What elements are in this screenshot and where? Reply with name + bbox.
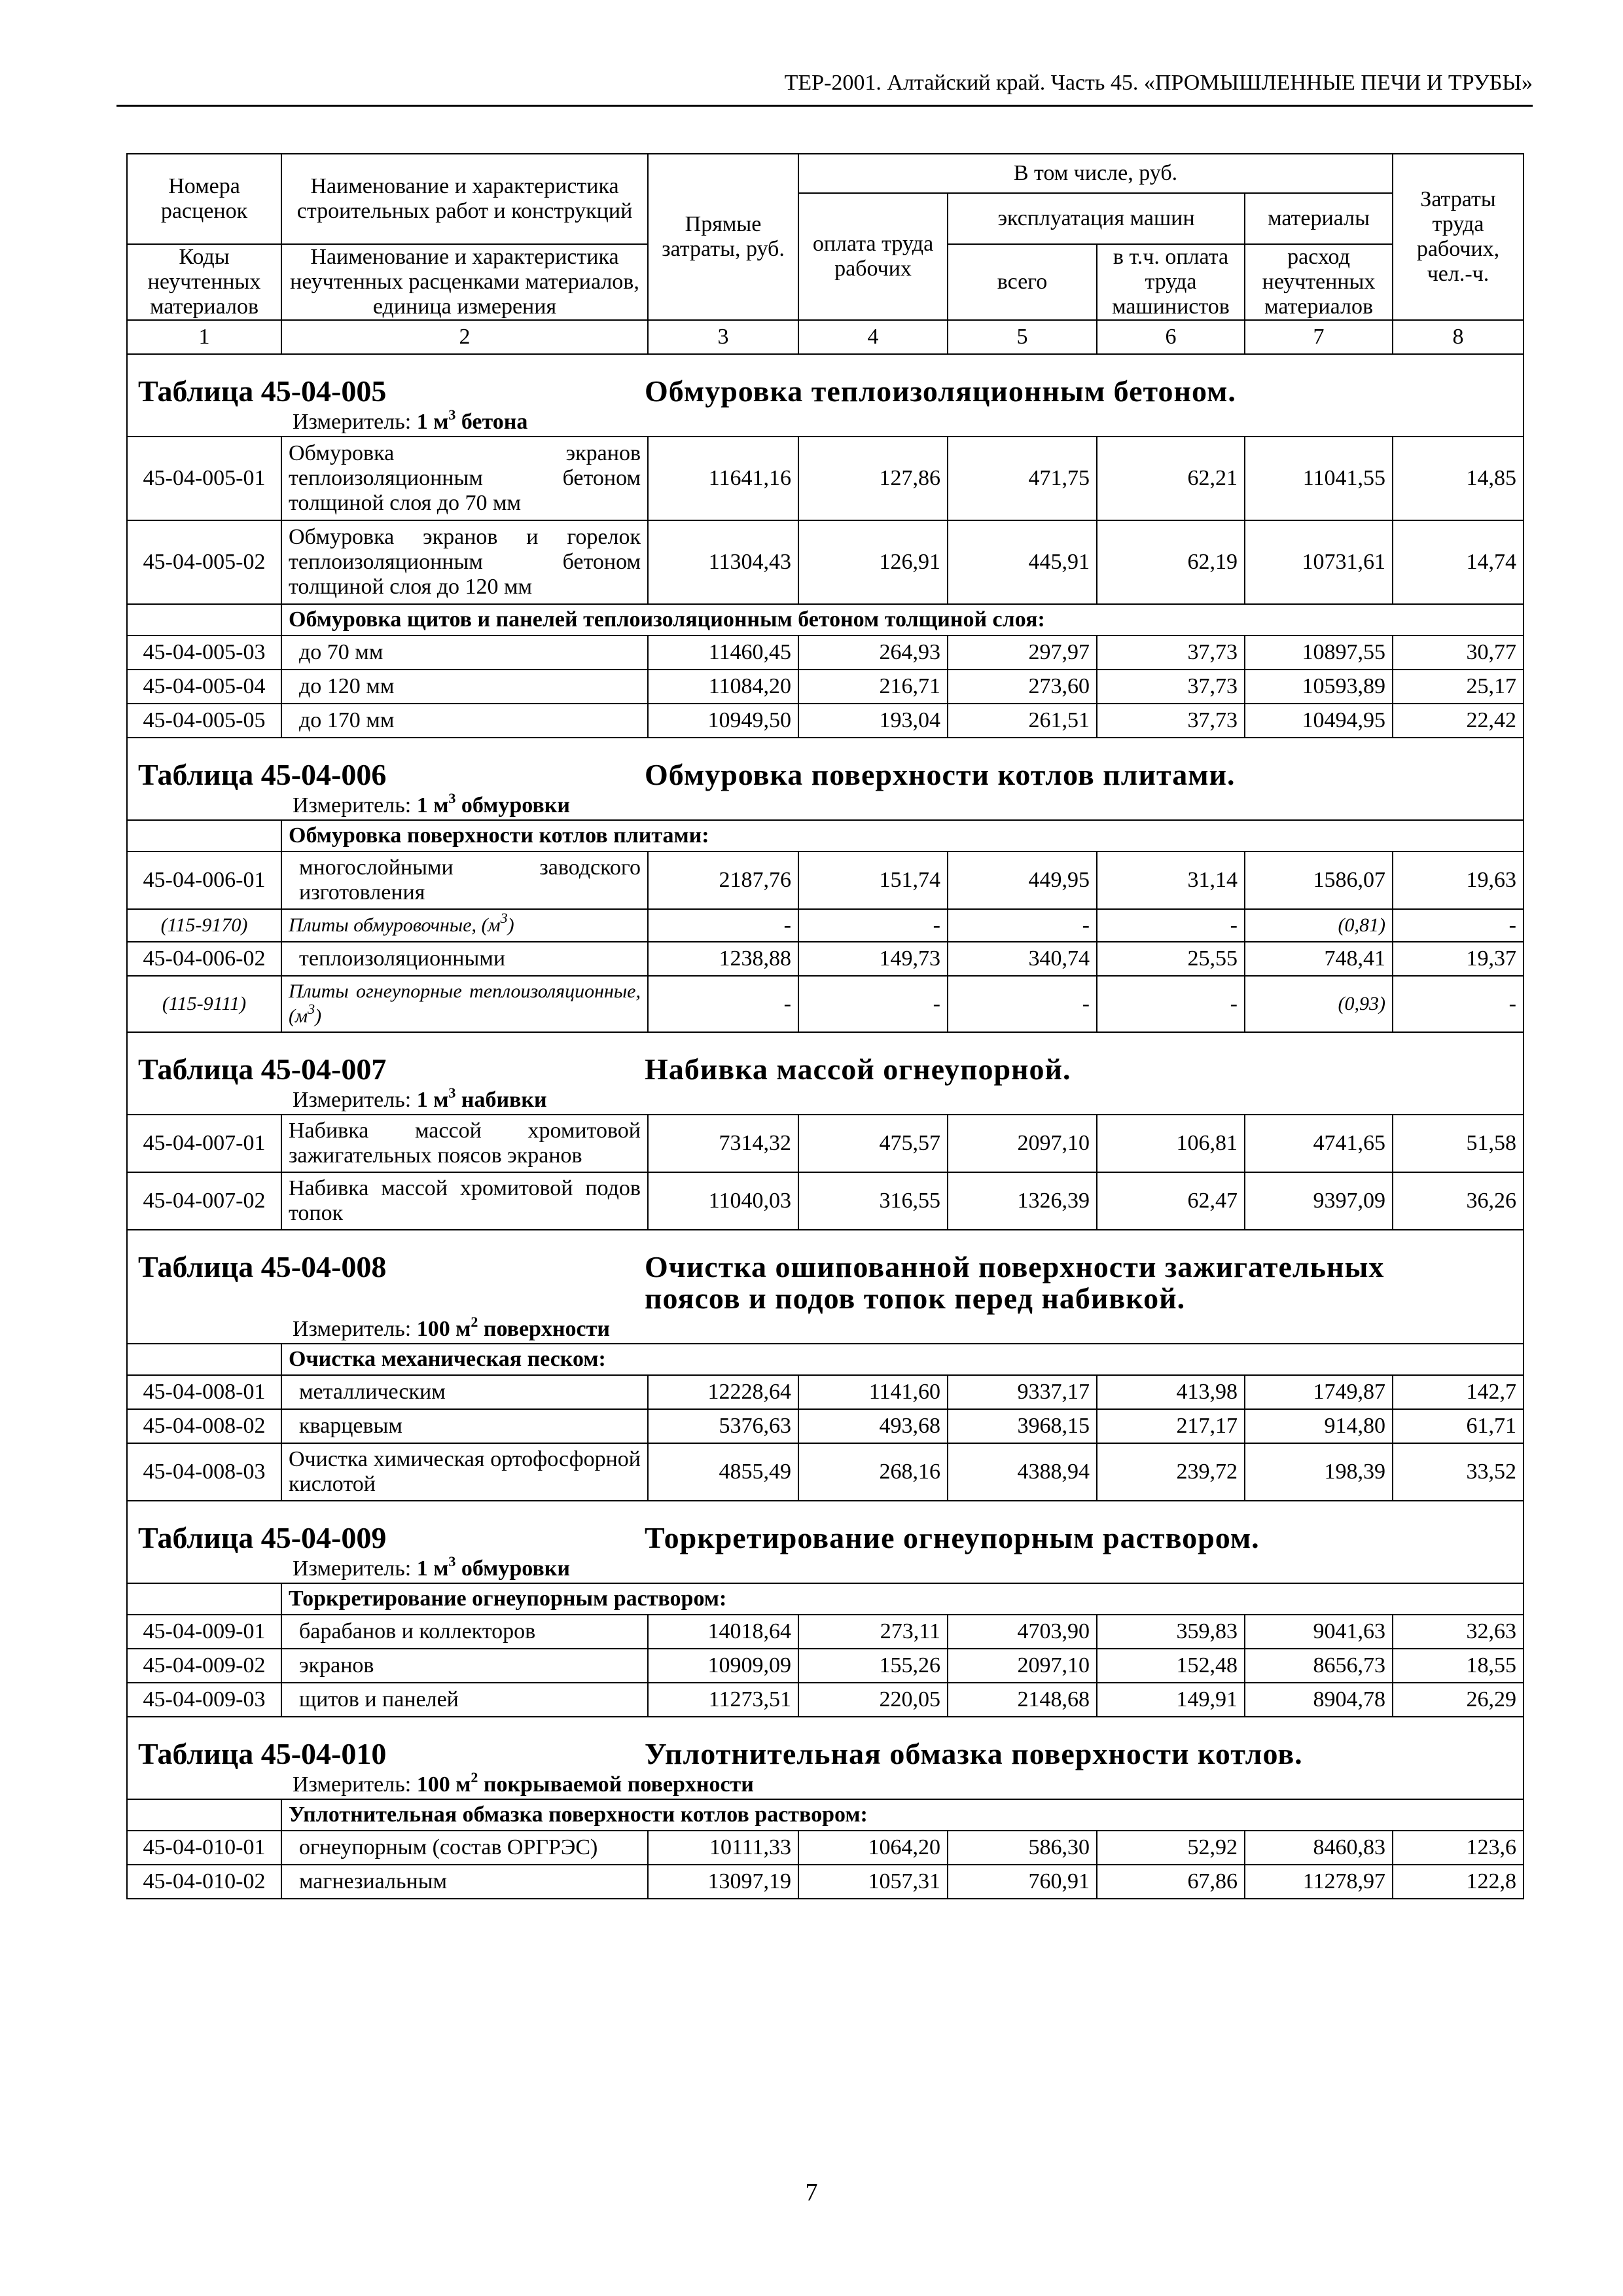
work-name: кварцевым <box>281 1409 648 1443</box>
machinist-pay: 31,14 <box>1097 852 1245 909</box>
column-index: 2 <box>281 320 648 354</box>
machines-total: - <box>948 909 1097 942</box>
machinist-pay: 37,73 <box>1097 704 1245 738</box>
material-code: (115-9111) <box>127 976 281 1032</box>
labor-pay: 127,86 <box>798 437 948 520</box>
table-row <box>127 670 1524 704</box>
direct-costs: 5376,63 <box>648 1409 798 1443</box>
direct-costs: 13097,19 <box>648 1865 798 1899</box>
machinist-pay: - <box>1097 909 1245 942</box>
table-name: Таблица 45-04-009 <box>138 1521 387 1554</box>
direct-costs: 11641,16 <box>648 437 798 520</box>
table-row <box>127 1375 1524 1409</box>
work-name: многослойными заводского изготовления <box>281 852 648 909</box>
section-title-row <box>127 354 1524 408</box>
table-row <box>127 1615 1524 1649</box>
materials-cost: 9397,09 <box>1245 1172 1393 1230</box>
column-index: 4 <box>798 320 948 354</box>
subheading-row <box>127 820 1524 852</box>
machines-total: 2148,68 <box>948 1683 1097 1717</box>
table-row <box>127 1443 1524 1501</box>
section-title-row <box>127 738 1524 792</box>
work-name: до 170 мм <box>281 704 648 738</box>
header-machinist-pay: в т.ч. оплата труда машинистов <box>1097 244 1245 320</box>
labor-pay: 126,91 <box>798 520 948 604</box>
table-row <box>127 1649 1524 1683</box>
machinist-pay: 106,81 <box>1097 1115 1245 1172</box>
column-index: 5 <box>948 320 1097 354</box>
header-machines: эксплуатация машин <box>948 193 1245 244</box>
table-description: Обмуровка теплоизоляционным бетоном. <box>645 374 1236 408</box>
material-code: (115-9170) <box>127 909 281 942</box>
materials-cost: 10593,89 <box>1245 670 1393 704</box>
table-row <box>127 520 1524 604</box>
work-name: щитов и панелей <box>281 1683 648 1717</box>
table-row <box>127 1831 1524 1865</box>
rate-code: 45-04-007-02 <box>127 1172 281 1230</box>
measure-unit: Измеритель: 1 $м^3$ обмуровки <box>293 1555 570 1581</box>
machines-total: 9337,17 <box>948 1375 1097 1409</box>
direct-costs: 11084,20 <box>648 670 798 704</box>
work-name: Набивка массой хромитовой подов топок <box>281 1172 648 1230</box>
work-name: Обмуровка экранов и горелок теплоизоляционным бетоном толщиной слоя до 120 мм <box>281 520 648 604</box>
direct-costs: 10909,09 <box>648 1649 798 1683</box>
materials-cost: 10897,55 <box>1245 636 1393 670</box>
machines-total: 4388,94 <box>948 1443 1097 1501</box>
machinist-pay: 62,47 <box>1097 1172 1245 1230</box>
machines-total: 4703,90 <box>948 1615 1097 1649</box>
work-name: барабанов и коллекторов <box>281 1615 648 1649</box>
labor-pay: - <box>798 976 948 1032</box>
labor-pay: 273,11 <box>798 1615 948 1649</box>
subheading: Уплотнительная обмазка поверхности котлов раствором: <box>281 1799 1524 1831</box>
column-index: 7 <box>1245 320 1393 354</box>
rate-code: 45-04-005-03 <box>127 636 281 670</box>
table-description: Очистка ошипованной поверхности зажигательных поясов и подов топок перед набивкой. <box>645 1250 1385 1315</box>
column-index: 1 <box>127 320 281 354</box>
rate-code: 45-04-006-01 <box>127 852 281 909</box>
direct-costs: 11273,51 <box>648 1683 798 1717</box>
work-name: магнезиальным <box>281 1865 648 1899</box>
labor-hours: 123,6 <box>1393 1831 1524 1865</box>
table-name: Таблица 45-04-005 <box>138 374 387 408</box>
machinist-pay: 152,48 <box>1097 1649 1245 1683</box>
rate-code: 45-04-005-02 <box>127 520 281 604</box>
table-row <box>127 852 1524 909</box>
column-index-row <box>127 320 1524 354</box>
direct-costs: 4855,49 <box>648 1443 798 1501</box>
labor-hours: 32,63 <box>1393 1615 1524 1649</box>
material-name: Плиты обмуровочные, $(м^3)$ <box>281 909 648 942</box>
machines-total: 273,60 <box>948 670 1097 704</box>
section-title-row <box>127 1501 1524 1555</box>
labor-pay: 155,26 <box>798 1649 948 1683</box>
rate-code: 45-04-010-02 <box>127 1865 281 1899</box>
section-title-row <box>127 1230 1524 1316</box>
header-unaccounted-materials: расход неучтенных материалов <box>1245 244 1393 320</box>
labor-pay: 475,57 <box>798 1115 948 1172</box>
table-row <box>127 1172 1524 1230</box>
machines-total: 261,51 <box>948 704 1097 738</box>
labor-hours: 142,7 <box>1393 1375 1524 1409</box>
direct-costs: 10111,33 <box>648 1831 798 1865</box>
measure-row <box>127 1086 1524 1115</box>
labor-pay: 220,05 <box>798 1683 948 1717</box>
subheading-row <box>127 1799 1524 1831</box>
header-direct-costs: Прямые затраты, руб. <box>648 154 798 320</box>
table-name: Таблица 45-04-006 <box>138 758 387 791</box>
direct-costs: 14018,64 <box>648 1615 798 1649</box>
labor-hours: 122,8 <box>1393 1865 1524 1899</box>
labor-hours: 19,37 <box>1393 942 1524 976</box>
material-quantity: (0,93) <box>1245 976 1393 1032</box>
machines-total: 445,91 <box>948 520 1097 604</box>
header-including: В том числе, руб. <box>798 154 1393 193</box>
machinist-pay: 67,86 <box>1097 1865 1245 1899</box>
materials-cost: 8904,78 <box>1245 1683 1393 1717</box>
materials-cost: 10731,61 <box>1245 520 1393 604</box>
subheading: Обмуровка щитов и панелей теплоизоляционным бетоном толщиной слоя: <box>281 604 1524 636</box>
table-row <box>127 1865 1524 1899</box>
header-rule <box>116 105 1533 107</box>
subheading: Обмуровка поверхности котлов плитами: <box>281 820 1524 852</box>
machines-total: 2097,10 <box>948 1115 1097 1172</box>
direct-costs: 10949,50 <box>648 704 798 738</box>
material-row <box>127 909 1524 942</box>
materials-cost: 11041,55 <box>1245 437 1393 520</box>
materials-cost: 914,80 <box>1245 1409 1393 1443</box>
labor-pay: 151,74 <box>798 852 948 909</box>
rate-code: 45-04-005-01 <box>127 437 281 520</box>
labor-hours: 30,77 <box>1393 636 1524 670</box>
table-name: Таблица 45-04-008 <box>138 1250 387 1283</box>
subheading: Очистка механическая песком: <box>281 1344 1524 1375</box>
table-row <box>127 437 1524 520</box>
materials-cost: 4741,65 <box>1245 1115 1393 1172</box>
table-description: Торкретирование огнеупорным раствором. <box>645 1521 1260 1554</box>
labor-hours: 19,63 <box>1393 852 1524 909</box>
materials-cost: 748,41 <box>1245 942 1393 976</box>
direct-costs: 1238,88 <box>648 942 798 976</box>
work-name: до 120 мм <box>281 670 648 704</box>
measure-unit: Измеритель: 100 $м^2$ покрываемой поверхности <box>293 1771 754 1797</box>
machinist-pay: 217,17 <box>1097 1409 1245 1443</box>
work-name: металлическим <box>281 1375 648 1409</box>
machines-total: 2097,10 <box>948 1649 1097 1683</box>
work-name: теплоизоляционными <box>281 942 648 976</box>
work-name: до 70 мм <box>281 636 648 670</box>
rate-code: 45-04-008-02 <box>127 1409 281 1443</box>
machines-total: 3968,15 <box>948 1409 1097 1443</box>
machines-total: - <box>948 976 1097 1032</box>
measure-unit: Измеритель: 1 $м^3$ обмуровки <box>293 792 570 817</box>
subheading-row <box>127 1344 1524 1375</box>
material-name: Плиты огнеупорные теплоизоляционные, $(м^3)$ <box>281 976 648 1032</box>
materials-cost: 10494,95 <box>1245 704 1393 738</box>
machinist-pay: 37,73 <box>1097 670 1245 704</box>
measure-row <box>127 792 1524 820</box>
labor-hours: 26,29 <box>1393 1683 1524 1717</box>
table-row <box>127 1115 1524 1172</box>
labor-hours: 51,58 <box>1393 1115 1524 1172</box>
column-index: 8 <box>1393 320 1524 354</box>
rates-grid <box>126 153 1524 1899</box>
machinist-pay: 52,92 <box>1097 1831 1245 1865</box>
materials-cost: 8656,73 <box>1245 1649 1393 1683</box>
direct-costs: 7314,32 <box>648 1115 798 1172</box>
measure-row <box>127 408 1524 437</box>
labor-hours: 61,71 <box>1393 1409 1524 1443</box>
machinist-pay: 37,73 <box>1097 636 1245 670</box>
materials-cost: 198,39 <box>1245 1443 1393 1501</box>
machines-total: 297,97 <box>948 636 1097 670</box>
labor-hours: 25,17 <box>1393 670 1524 704</box>
rate-code: 45-04-010-01 <box>127 1831 281 1865</box>
header-row-1 <box>127 154 1524 193</box>
table-name: Таблица 45-04-010 <box>138 1737 387 1770</box>
rate-code: 45-04-006-02 <box>127 942 281 976</box>
measure-row <box>127 1555 1524 1583</box>
header-work-name: Наименование и характеристика строительных работ и конструкций <box>281 154 648 244</box>
header-material-codes: Коды неучтенных материалов <box>127 244 281 320</box>
rate-code: 45-04-007-01 <box>127 1115 281 1172</box>
machinist-pay: 62,19 <box>1097 520 1245 604</box>
column-index: 3 <box>648 320 798 354</box>
materials-cost: 11278,97 <box>1245 1865 1393 1899</box>
machinist-pay: 413,98 <box>1097 1375 1245 1409</box>
labor-pay: 268,16 <box>798 1443 948 1501</box>
table-row <box>127 704 1524 738</box>
work-name: Обмуровка экранов теплоизоляционным бетоном толщиной слоя до 70 мм <box>281 437 648 520</box>
materials-cost: 9041,63 <box>1245 1615 1393 1649</box>
direct-costs: - <box>648 976 798 1032</box>
rate-code: 45-04-009-02 <box>127 1649 281 1683</box>
labor-hours: 14,74 <box>1393 520 1524 604</box>
subheading-row <box>127 604 1524 636</box>
rate-code: 45-04-008-01 <box>127 1375 281 1409</box>
column-index: 6 <box>1097 320 1245 354</box>
machinist-pay: - <box>1097 976 1245 1032</box>
rate-code: 45-04-009-01 <box>127 1615 281 1649</box>
measure-unit: Измеритель: 1 $м^3$ бетона <box>293 408 528 434</box>
labor-pay: 216,71 <box>798 670 948 704</box>
header-labor-cost: Затраты труда рабочих, чел.-ч. <box>1393 154 1524 320</box>
work-name: Очистка химическая ортофосфорной кислотой <box>281 1443 648 1501</box>
rate-code: 45-04-008-03 <box>127 1443 281 1501</box>
section-title-row <box>127 1032 1524 1086</box>
labor-hours: - <box>1393 976 1524 1032</box>
labor-hours: 36,26 <box>1393 1172 1524 1230</box>
machines-total: 586,30 <box>948 1831 1097 1865</box>
table-row <box>127 636 1524 670</box>
labor-pay: 149,73 <box>798 942 948 976</box>
direct-costs: - <box>648 909 798 942</box>
work-name: экранов <box>281 1649 648 1683</box>
header-machines-total: всего <box>948 244 1097 320</box>
labor-hours: 18,55 <box>1393 1649 1524 1683</box>
labor-pay: 193,04 <box>798 704 948 738</box>
labor-pay: - <box>798 909 948 942</box>
table-description: Набивка массой огнеупорной. <box>645 1052 1071 1086</box>
direct-costs: 11460,45 <box>648 636 798 670</box>
labor-pay: 1064,20 <box>798 1831 948 1865</box>
subheading-row <box>127 1583 1524 1615</box>
header-materials: материалы <box>1245 193 1393 244</box>
labor-hours: 14,85 <box>1393 437 1524 520</box>
machines-total: 471,75 <box>948 437 1097 520</box>
machines-total: 1326,39 <box>948 1172 1097 1230</box>
machines-total: 760,91 <box>948 1865 1097 1899</box>
header-material-names: Наименование и характеристика неучтенных расценками материалов, единица измерения <box>281 244 648 320</box>
work-name: Набивка массой хромитовой зажигательных поясов экранов <box>281 1115 648 1172</box>
labor-hours: 22,42 <box>1393 704 1524 738</box>
price-table <box>126 153 1523 1899</box>
machinist-pay: 62,21 <box>1097 437 1245 520</box>
header-rate-number: Номера расценок <box>127 154 281 244</box>
labor-pay: 264,93 <box>798 636 948 670</box>
machinist-pay: 239,72 <box>1097 1443 1245 1501</box>
measure-unit: Измеритель: 100 $м^2$ поверхности <box>293 1316 610 1341</box>
direct-costs: 11040,03 <box>648 1172 798 1230</box>
table-row <box>127 1409 1524 1443</box>
machinist-pay: 359,83 <box>1097 1615 1245 1649</box>
labor-pay: 493,68 <box>798 1409 948 1443</box>
direct-costs: 12228,64 <box>648 1375 798 1409</box>
rate-code: 45-04-005-04 <box>127 670 281 704</box>
measure-unit: Измеритель: 1 $м^3$ набивки <box>293 1086 547 1112</box>
header-labor-pay: оплата труда рабочих <box>798 193 948 320</box>
labor-pay: 1141,60 <box>798 1375 948 1409</box>
table-description: Обмуровка поверхности котлов плитами. <box>645 758 1236 791</box>
rate-code: 45-04-005-05 <box>127 704 281 738</box>
table-row <box>127 1683 1524 1717</box>
machinist-pay: 149,91 <box>1097 1683 1245 1717</box>
machinist-pay: 25,55 <box>1097 942 1245 976</box>
direct-costs: 2187,76 <box>648 852 798 909</box>
subheading: Торкретирование огнеупорным раствором: <box>281 1583 1524 1615</box>
labor-pay: 1057,31 <box>798 1865 948 1899</box>
labor-pay: 316,55 <box>798 1172 948 1230</box>
labor-hours: 33,52 <box>1393 1443 1524 1501</box>
running-head: ТЕР-2001. Алтайский край. Часть 45. «ПРОМЫШЛЕННЫЕ ПЕЧИ И ТРУБЫ» <box>784 71 1533 95</box>
rate-code: 45-04-009-03 <box>127 1683 281 1717</box>
material-row <box>127 976 1524 1032</box>
machines-total: 340,74 <box>948 942 1097 976</box>
table-row <box>127 942 1524 976</box>
measure-row <box>127 1771 1524 1799</box>
labor-hours: - <box>1393 909 1524 942</box>
table-description: Уплотнительная обмазка поверхности котлов. <box>645 1737 1303 1770</box>
direct-costs: 11304,43 <box>648 520 798 604</box>
page-number: 7 <box>805 2179 818 2206</box>
work-name: огнеупорным (состав ОРГРЭС) <box>281 1831 648 1865</box>
machines-total: 449,95 <box>948 852 1097 909</box>
table-name: Таблица 45-04-007 <box>138 1052 387 1086</box>
materials-cost: 1586,07 <box>1245 852 1393 909</box>
materials-cost: 8460,83 <box>1245 1831 1393 1865</box>
material-quantity: (0,81) <box>1245 909 1393 942</box>
measure-row <box>127 1316 1524 1344</box>
materials-cost: 1749,87 <box>1245 1375 1393 1409</box>
section-title-row <box>127 1717 1524 1771</box>
